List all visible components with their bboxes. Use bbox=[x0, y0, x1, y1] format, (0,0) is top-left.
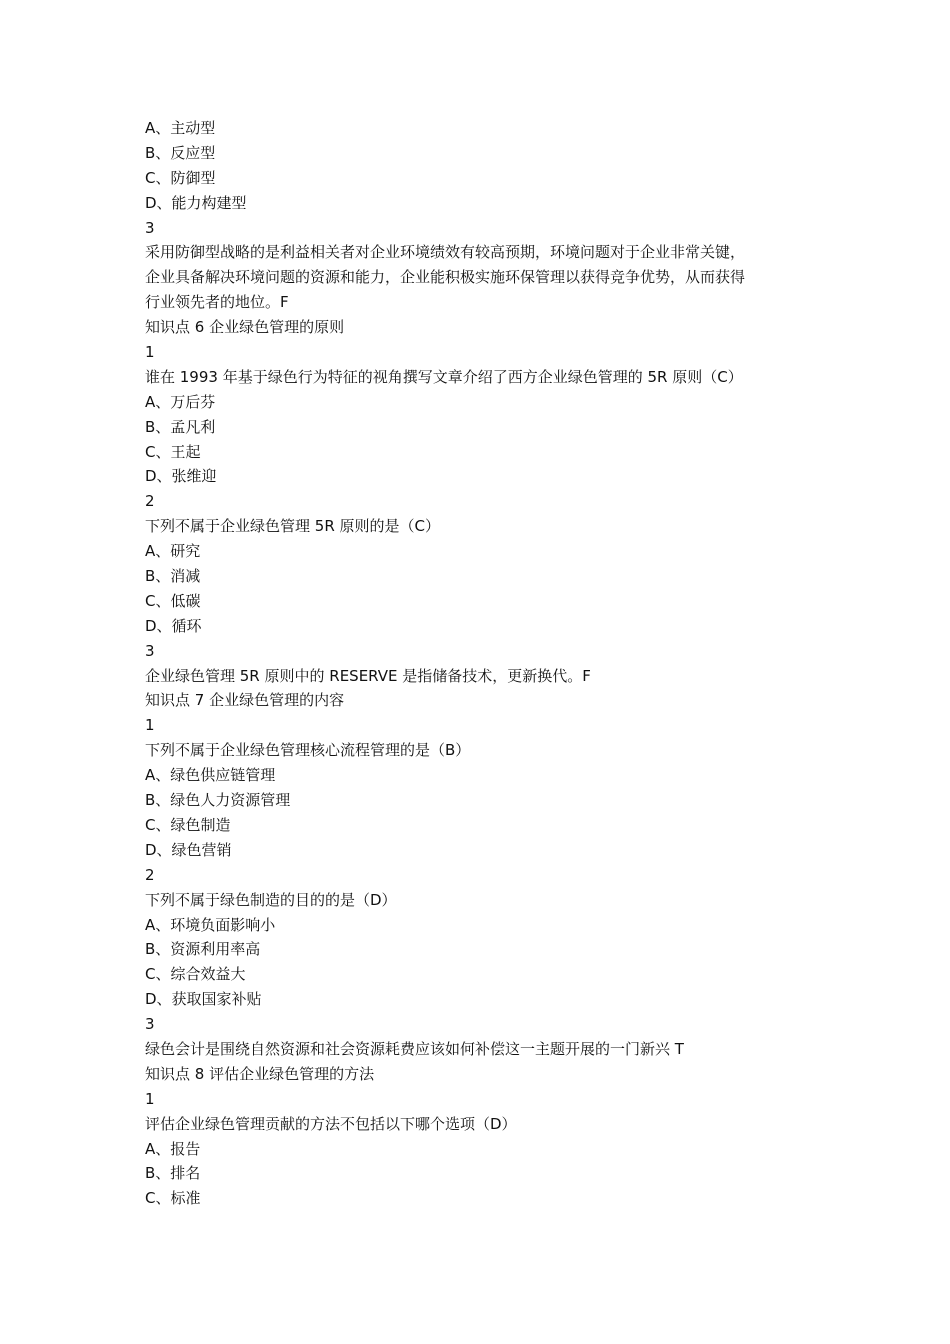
question-text: 评估企业绿色管理贡献的方法不包括以下哪个选项（D） bbox=[145, 1114, 517, 1133]
option-line: C、综合效益大 bbox=[145, 965, 246, 984]
section-heading: 知识点 6 企业绿色管理的原则 bbox=[145, 318, 345, 337]
question-number: 3 bbox=[145, 1015, 155, 1034]
option-line: B、资源利用率高 bbox=[145, 940, 261, 959]
option-line: A、研究 bbox=[145, 542, 201, 561]
option-line: D、张维迎 bbox=[145, 467, 217, 486]
option-line: A、报告 bbox=[145, 1139, 201, 1158]
question-text: 采用防御型战略的是利益相关者对企业环境绩效有较高预期，环境问题对于企业非常关键， bbox=[145, 243, 746, 262]
option-line: C、防御型 bbox=[145, 168, 216, 187]
question-text: 企业具备解决环境问题的资源和能力，企业能积极实施环保管理以获得竞争优势，从而获得 bbox=[145, 268, 746, 287]
option-line: A、主动型 bbox=[145, 119, 216, 137]
document-page bbox=[145, 116, 825, 1211]
option-line: C、王起 bbox=[145, 442, 201, 461]
option-line: C、绿色制造 bbox=[145, 815, 231, 834]
question-number: 3 bbox=[145, 641, 155, 660]
question-text: 行业领先者的地位。F bbox=[145, 293, 289, 312]
section-heading: 知识点 8 评估企业绿色管理的方法 bbox=[145, 1064, 375, 1083]
option-line: B、孟凡利 bbox=[145, 417, 216, 436]
question-number: 1 bbox=[145, 716, 155, 735]
option-line: C、标准 bbox=[145, 1189, 201, 1208]
option-line: B、消减 bbox=[145, 567, 201, 586]
option-line: B、排名 bbox=[145, 1164, 201, 1183]
question-number: 2 bbox=[145, 865, 155, 884]
question-number: 1 bbox=[145, 343, 155, 362]
question-text: 下列不属于企业绿色管理核心流程管理的是（B） bbox=[145, 741, 471, 760]
question-text: 谁在 1993 年基于绿色行为特征的视角撰写文章介绍了西方企业绿色管理的 5R 原则（C） bbox=[145, 367, 743, 386]
question-number: 1 bbox=[145, 1089, 155, 1108]
question-text: 绿色会计是围绕自然资源和社会资源耗费应该如何补偿这一主题开展的一门新兴 T bbox=[145, 1039, 684, 1058]
question-text: 企业绿色管理 5R 原则中的 RESERVE 是指储备技术，更新换代。F bbox=[145, 666, 591, 685]
option-line: B、绿色人力资源管理 bbox=[145, 791, 291, 810]
option-line: D、能力构建型 bbox=[145, 193, 247, 212]
option-line: A、绿色供应链管理 bbox=[145, 766, 276, 785]
question-number: 3 bbox=[145, 218, 155, 237]
section-heading: 知识点 7 企业绿色管理的内容 bbox=[145, 691, 345, 710]
question-text: 下列不属于绿色制造的目的的是（D） bbox=[145, 890, 397, 909]
question-number: 2 bbox=[145, 492, 155, 511]
question-text: 下列不属于企业绿色管理 5R 原则的是（C） bbox=[145, 517, 440, 536]
option-line: D、绿色营销 bbox=[145, 840, 232, 859]
option-line: D、循环 bbox=[145, 616, 202, 635]
option-line: B、反应型 bbox=[145, 143, 216, 162]
option-line: A、万后芬 bbox=[145, 392, 216, 411]
option-line: D、获取国家补贴 bbox=[145, 990, 262, 1009]
option-line: A、环境负面影响小 bbox=[145, 915, 276, 934]
option-line: C、低碳 bbox=[145, 591, 201, 610]
